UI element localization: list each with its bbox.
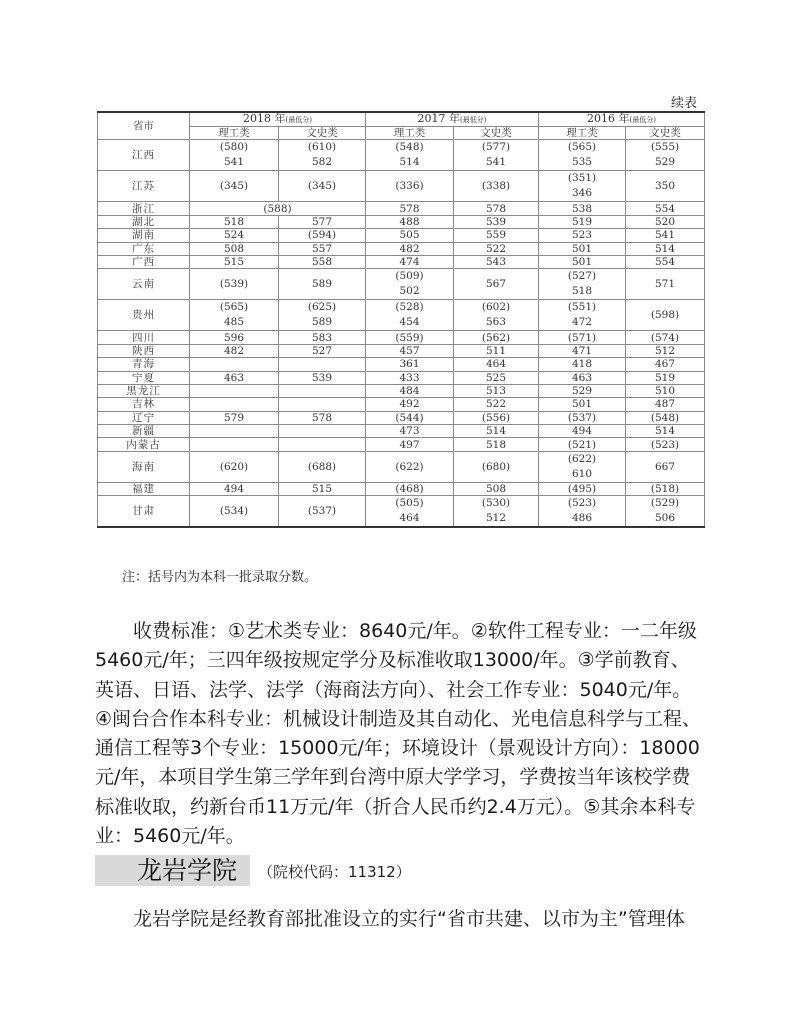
score-cell: 482	[366, 242, 454, 255]
province-cell: 广西	[98, 255, 190, 268]
score-cell: 577	[279, 215, 366, 228]
score-cell: 513	[454, 384, 539, 397]
score-cell: (571)	[539, 331, 626, 344]
score-value: (625)	[307, 301, 337, 314]
score-value: 506	[654, 512, 676, 525]
score-cell	[279, 140, 366, 171]
score-value: 589	[311, 316, 333, 329]
score-cell	[279, 425, 366, 438]
score-cell: 519	[626, 371, 705, 384]
score-cell: 488	[366, 215, 454, 228]
score-cell: 501	[539, 398, 626, 411]
score-cell	[539, 140, 626, 171]
score-cell: 518	[190, 215, 279, 228]
score-cell: 514	[454, 425, 539, 438]
province-header: 省市	[98, 112, 190, 140]
table-row	[98, 215, 705, 228]
score-cell: 589	[279, 269, 366, 300]
score-cell: 578	[366, 202, 454, 215]
score-value: (528)	[395, 301, 424, 314]
table-row	[98, 411, 705, 424]
score-cell: 473	[366, 425, 454, 438]
table-row	[98, 451, 705, 482]
score-cell: (559)	[366, 331, 454, 344]
score-cell	[539, 451, 626, 482]
province-cell: 江西	[98, 140, 190, 171]
score-cell	[366, 300, 454, 331]
score-cell: (562)	[454, 331, 539, 344]
sub-header: 理工类	[190, 127, 279, 140]
province-cell: 陕西	[98, 344, 190, 357]
score-value: 512	[485, 512, 507, 525]
score-cell	[539, 496, 626, 528]
table-row	[98, 229, 705, 242]
year-header-2016: 2016 年(最低分)	[539, 112, 705, 127]
score-cell: 558	[279, 255, 366, 268]
score-value: 582	[311, 156, 333, 169]
score-cell: (556)	[454, 411, 539, 424]
score-value: 485	[223, 316, 245, 329]
table-row	[98, 140, 705, 171]
score-cell: (622)	[366, 451, 454, 482]
score-cell: 541	[626, 229, 705, 242]
table-row	[98, 384, 705, 397]
score-value: (580)	[219, 141, 249, 154]
score-cell: 554	[626, 255, 705, 268]
score-value: (509)	[395, 270, 424, 283]
score-cell	[190, 438, 279, 451]
score-cell	[279, 398, 366, 411]
score-cell: 501	[539, 242, 626, 255]
score-cell: 494	[190, 482, 279, 495]
province-cell: 湖北	[98, 215, 190, 228]
table-row	[98, 496, 705, 528]
score-cell: (620)	[190, 451, 279, 482]
score-value: 535	[571, 156, 593, 169]
sub-header: 文史类	[279, 127, 366, 140]
score-cell: 583	[279, 331, 366, 344]
year-header-2018: 2018 年(最低分)	[190, 112, 366, 127]
score-value: (523)	[567, 497, 597, 510]
score-cell: 557	[279, 242, 366, 255]
score-value: 472	[571, 316, 593, 329]
score-value: (602)	[481, 301, 511, 314]
score-value: 346	[571, 187, 593, 200]
score-value: (551)	[567, 301, 597, 314]
admission-score-table	[97, 111, 705, 528]
score-cell: 578	[454, 202, 539, 215]
score-cell: 474	[366, 255, 454, 268]
score-cell: (523)	[626, 438, 705, 451]
fee-text: 收费标准：①艺术类专业：8640元/年。②软件工程专业：一二年级5460元/年；三四年级按规定学分及标准收取13000/年。③学前教育、英语、日语、法学、法学（海商法方向）、社会工作专业：5040元/年。④闽台合作本科专业：机械设计制造及其自动化、光电信息科学与工程、通信工程等3个专业：15000元/年；环境设计（景观设计方向）：18000元/年，本项目学生第三学年到台湾中原大学学习，学费按当年该校学费标准收取，约新台币11万元/年（折合人民币约2.4万元）。⑤其余本科专业：5460元/年。	[95, 620, 702, 848]
score-value: 486	[571, 512, 593, 525]
province-cell: 新疆	[98, 425, 190, 438]
score-cell: 578	[279, 411, 366, 424]
score-cell: 539	[454, 215, 539, 228]
score-cell: 361	[366, 358, 454, 371]
score-cell: 524	[190, 229, 279, 242]
table-row	[98, 482, 705, 495]
table-row	[98, 371, 705, 384]
table-row	[98, 358, 705, 371]
score-cell: 463	[190, 371, 279, 384]
score-cell	[454, 140, 539, 171]
fee-paragraph	[95, 617, 705, 851]
score-cell: 667	[626, 451, 705, 482]
sub-header: 理工类	[539, 127, 626, 140]
school-name: 龙岩学院	[137, 856, 238, 885]
province-cell: 吉林	[98, 398, 190, 411]
province-cell: 海南	[98, 451, 190, 482]
score-cell: 457	[366, 344, 454, 357]
score-cell: (338)	[454, 171, 539, 202]
intro-paragraph	[95, 905, 705, 934]
score-cell: 520	[626, 215, 705, 228]
province-cell: 江苏	[98, 171, 190, 202]
table-row	[98, 255, 705, 268]
score-cell: 514	[626, 242, 705, 255]
table-row	[98, 438, 705, 451]
score-value: (505)	[395, 497, 424, 510]
score-cell: 554	[626, 202, 705, 215]
score-value: 610	[571, 467, 593, 480]
score-cell: 538	[539, 202, 626, 215]
score-value: 563	[485, 316, 507, 329]
score-cell: 543	[454, 255, 539, 268]
score-cell	[539, 300, 626, 331]
province-cell: 湖南	[98, 229, 190, 242]
score-cell: 484	[366, 384, 454, 397]
score-cell: 525	[454, 371, 539, 384]
score-cell: (537)	[539, 411, 626, 424]
score-cell	[190, 384, 279, 397]
score-cell: 482	[190, 344, 279, 357]
table-row	[98, 331, 705, 344]
score-cell	[190, 358, 279, 371]
score-cell	[190, 300, 279, 331]
school-code: （院校代码：11312）	[258, 863, 411, 881]
score-cell: 508	[454, 482, 539, 495]
score-value: (548)	[395, 141, 424, 154]
score-cell: 519	[539, 215, 626, 228]
score-cell: 579	[190, 411, 279, 424]
score-cell: 539	[279, 371, 366, 384]
score-value: 502	[399, 285, 420, 298]
score-cell: 497	[366, 438, 454, 451]
score-cell: (574)	[626, 331, 705, 344]
score-value: 454	[399, 316, 420, 329]
score-value: 541	[485, 156, 507, 169]
score-cell: (594)	[279, 229, 366, 242]
score-cell: (680)	[454, 451, 539, 482]
score-cell	[190, 398, 279, 411]
score-cell: 512	[626, 344, 705, 357]
score-cell	[279, 300, 366, 331]
table-row	[98, 398, 705, 411]
score-cell: (534)	[190, 496, 279, 528]
score-cell: 418	[539, 358, 626, 371]
province-cell: 福建	[98, 482, 190, 495]
score-cell: 350	[626, 171, 705, 202]
score-cell	[366, 140, 454, 171]
year-header-2017: 2017 年(最低分)	[366, 112, 539, 127]
score-cell: (468)	[366, 482, 454, 495]
intro-text: 龙岩学院是经教育部批准设立的实行“省市共建、以市为主”管理体	[133, 908, 685, 930]
table-row	[98, 202, 705, 215]
score-cell: (539)	[190, 269, 279, 300]
score-cell: 527	[279, 344, 366, 357]
score-value: 541	[223, 156, 245, 169]
score-cell: 571	[626, 269, 705, 300]
score-cell: 596	[190, 331, 279, 344]
score-cell	[366, 269, 454, 300]
score-cell: 501	[539, 255, 626, 268]
score-cell: 515	[279, 482, 366, 495]
score-cell: (537)	[279, 496, 366, 528]
score-value: 464	[399, 512, 420, 525]
score-cell	[366, 496, 454, 528]
score-cell	[190, 425, 279, 438]
score-cell: 529	[539, 384, 626, 397]
sub-header: 理工类	[366, 127, 454, 140]
sub-header: 文史类	[626, 127, 705, 140]
score-value: (610)	[307, 141, 337, 154]
score-value: (565)	[219, 301, 249, 314]
score-cell: (518)	[626, 482, 705, 495]
score-cell: (598)	[626, 300, 705, 331]
score-cell: 487	[626, 398, 705, 411]
score-value: (530)	[481, 497, 511, 510]
score-cell: 559	[454, 229, 539, 242]
score-cell: 567	[454, 269, 539, 300]
province-cell: 宁夏	[98, 371, 190, 384]
continued-label: 续表	[670, 96, 697, 111]
province-cell: 内蒙古	[98, 438, 190, 451]
province-cell: 黑龙江	[98, 384, 190, 397]
score-cell	[279, 358, 366, 371]
table-row	[98, 269, 705, 300]
score-cell: 523	[539, 229, 626, 242]
score-cell: 514	[626, 425, 705, 438]
province-cell: 四川	[98, 331, 190, 344]
province-cell: 贵州	[98, 300, 190, 331]
score-cell: (521)	[539, 438, 626, 451]
table-row	[98, 300, 705, 331]
score-cell: 508	[190, 242, 279, 255]
table-note: 注：括号内为本科一批录取分数。	[122, 570, 318, 585]
score-cell	[279, 438, 366, 451]
score-cell: (495)	[539, 482, 626, 495]
score-cell: 494	[539, 425, 626, 438]
score-cell: 515	[190, 255, 279, 268]
score-value: 514	[399, 156, 420, 169]
table-row	[98, 344, 705, 357]
table-row	[98, 242, 705, 255]
score-cell: (345)	[279, 171, 366, 202]
score-cell: (588)	[190, 202, 366, 215]
score-value: (577)	[481, 141, 511, 154]
score-cell: 522	[454, 242, 539, 255]
score-cell: (688)	[279, 451, 366, 482]
score-cell: 471	[539, 344, 626, 357]
score-cell: (345)	[190, 171, 279, 202]
score-cell: 518	[454, 438, 539, 451]
score-cell	[279, 384, 366, 397]
score-value: (622)	[567, 452, 597, 465]
score-cell: 511	[454, 344, 539, 357]
score-cell: 505	[366, 229, 454, 242]
score-value: 518	[571, 285, 593, 298]
province-cell: 甘肃	[98, 496, 190, 528]
sub-header: 文史类	[454, 127, 539, 140]
score-cell: (544)	[366, 411, 454, 424]
score-cell	[454, 496, 539, 528]
score-cell	[626, 496, 705, 528]
table-row	[98, 425, 705, 438]
score-value: (555)	[650, 141, 680, 154]
table-row	[98, 171, 705, 202]
province-cell: 广东	[98, 242, 190, 255]
province-cell: 青海	[98, 358, 190, 371]
province-cell: 浙江	[98, 202, 190, 215]
score-cell: 467	[626, 358, 705, 371]
score-cell: 522	[454, 398, 539, 411]
score-value: 529	[654, 156, 676, 169]
score-value: (529)	[650, 497, 680, 510]
province-cell: 辽宁	[98, 411, 190, 424]
score-cell	[454, 300, 539, 331]
score-cell	[539, 171, 626, 202]
score-value: (565)	[567, 141, 597, 154]
province-cell: 云南	[98, 269, 190, 300]
score-cell: 510	[626, 384, 705, 397]
score-cell: 492	[366, 398, 454, 411]
score-cell: 463	[539, 371, 626, 384]
score-cell: (548)	[626, 411, 705, 424]
score-cell	[190, 140, 279, 171]
score-cell: 464	[454, 358, 539, 371]
score-value: (351)	[567, 172, 597, 185]
score-cell: (336)	[366, 171, 454, 202]
score-value: (527)	[567, 270, 597, 283]
score-cell	[626, 140, 705, 171]
score-cell: 433	[366, 371, 454, 384]
score-cell	[539, 269, 626, 300]
